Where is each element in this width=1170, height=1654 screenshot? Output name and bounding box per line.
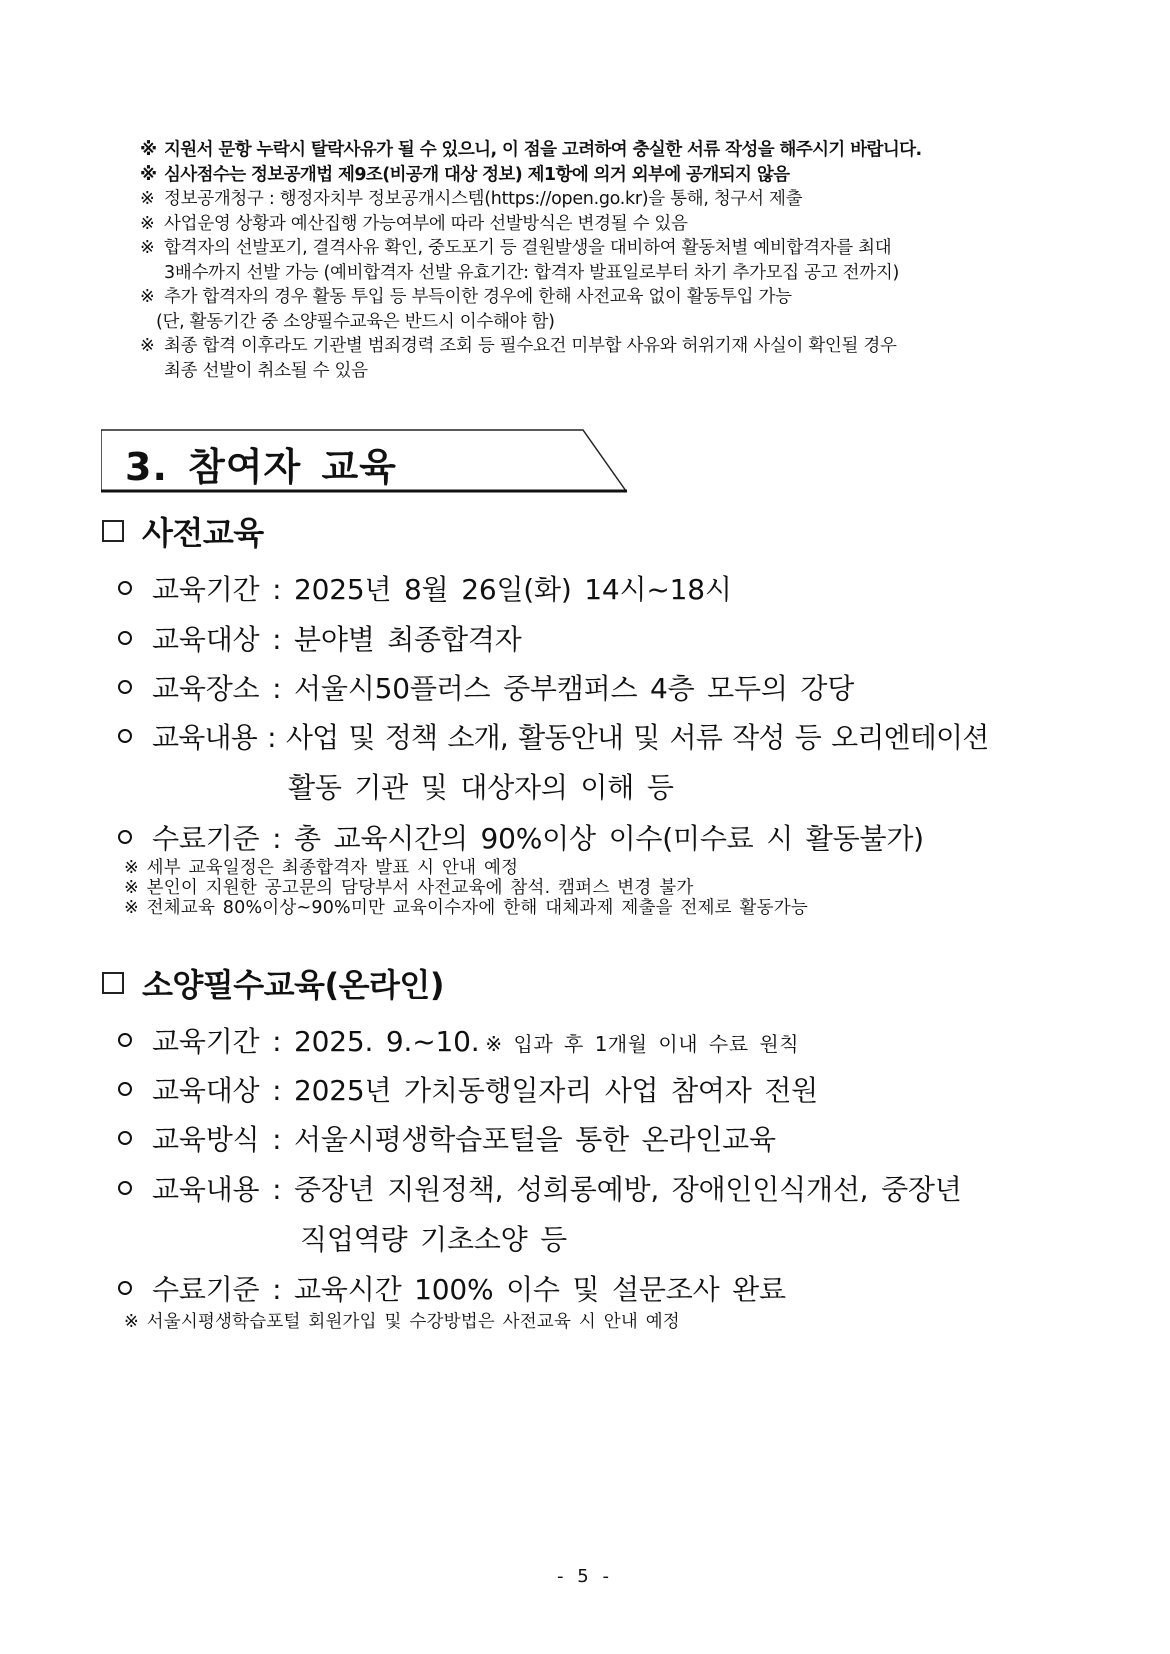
item-separator: : <box>259 1025 295 1058</box>
item-label: 교육내용 <box>152 1173 260 1206</box>
circle-bullet-icon <box>118 1181 132 1195</box>
item-label: 교육기간 <box>152 1025 260 1058</box>
item-separator: : <box>259 1074 295 1107</box>
subsection-heading-text: 소양필수교육(온라인) <box>142 966 444 1004</box>
item-separator: : <box>259 1123 295 1156</box>
note-text: 심사점수는 정보공개법 제9조(비공개 대상 정보) 제1항에 의거 외부에 공개되지 않음 <box>164 164 790 185</box>
pre-education-item-content-continuation: 활동 기관 및 대상자의 이해 등 <box>288 771 674 804</box>
reference-mark-icon: ※ <box>140 238 155 258</box>
subsection-heading-text: 사전교육 <box>142 514 264 552</box>
circle-bullet-icon <box>118 830 132 844</box>
pre-education-item-period <box>118 568 732 608</box>
item-separator: : <box>259 672 295 705</box>
pre-education-note: ※ 세부 교육일정은 최종합격자 발표 시 안내 예정 <box>124 858 519 878</box>
note-continuation: (단, 활동기간 중 소양필수교육은 반드시 이수해야 함) <box>156 311 555 332</box>
item-value: 2025년 가치동행일자리 사업 참여자 전원 <box>294 1074 819 1107</box>
note-text: 정보공개청구 : 행정자치부 정보공개시스템(https://open.go.kr)을 통해, 청구서 제출 <box>164 189 803 209</box>
circle-bullet-icon <box>118 631 132 645</box>
item-label: 수료기준 <box>152 1273 260 1306</box>
required-education-item-completion <box>118 1268 786 1308</box>
subsection-heading-required-education <box>102 960 444 1006</box>
note-text: 합격자의 선발포기, 결격사유 확인, 중도포기 등 결원발생을 대비하여 활동처별 예비합격자를 최대 <box>164 238 892 258</box>
item-value: 교육시간 100% 이수 및 설문조사 완료 <box>294 1273 786 1306</box>
note-line <box>140 212 1080 237</box>
circle-bullet-icon <box>118 1281 132 1295</box>
pre-education-item-content <box>118 716 989 756</box>
item-value: 총 교육시간의 90%이상 이수(미수료 시 활동불가) <box>294 822 924 855</box>
item-value: 사업 및 정책 소개, 활동안내 및 서류 작성 등 오리엔테이션 <box>285 721 989 754</box>
item-value: 중장년 지원정책, 성희롱예방, 장애인인식개선, 중장년 <box>294 1173 962 1206</box>
reference-mark-icon: ※ <box>140 287 155 307</box>
pre-education-item-location <box>118 667 854 707</box>
note-line <box>140 236 1080 261</box>
item-separator: : <box>259 1273 295 1306</box>
item-value: 2025. 9.~10. <box>294 1025 480 1058</box>
application-notes <box>140 138 1080 383</box>
item-label: 교육대상 <box>152 1074 260 1107</box>
item-separator: : <box>259 573 295 606</box>
required-education-item-content <box>118 1168 962 1208</box>
required-education-item-period <box>118 1020 799 1060</box>
item-label: 교육기간 <box>152 573 260 606</box>
reference-mark-icon: ※ <box>140 189 155 209</box>
note-line <box>140 285 1080 310</box>
note-line <box>140 163 1080 188</box>
item-separator: : <box>259 623 295 656</box>
note-continuation: 최종 선발이 취소될 수 있음 <box>164 360 368 381</box>
item-separator: : <box>257 721 286 754</box>
note-line <box>140 138 1080 163</box>
item-label: 교육방식 <box>152 1123 260 1156</box>
section-title-banner <box>101 428 629 494</box>
circle-bullet-icon <box>118 1131 132 1145</box>
note-text: 지원서 문항 누락시 탈락사유가 될 수 있으니, 이 점을 고려하여 충실한 서류 작성을 해주시기 바랍니다. <box>164 140 922 160</box>
note-text: 사업운영 상황과 예산집행 가능여부에 따라 선발방식은 변경될 수 있음 <box>164 213 688 234</box>
note-line <box>140 187 1080 212</box>
pre-education-note: ※ 전체교육 80%이상~90%미만 교육이수자에 한해 대체과제 제출을 전제로 활동가능 <box>124 898 808 918</box>
required-education-note: ※ 서울시평생학습포털 회원가입 및 수강방법은 사전교육 시 안내 예정 <box>124 1312 680 1332</box>
required-education-item-method <box>118 1118 776 1158</box>
reference-mark-icon: ※ <box>140 164 157 185</box>
note-text: 추가 합격자의 경우 활동 투입 등 부득이한 경우에 한해 사전교육 없이 활동투입 가능 <box>164 287 792 307</box>
circle-bullet-icon <box>118 581 132 595</box>
page-number: - 5 - <box>557 1566 613 1587</box>
item-value: 분야별 최종합격자 <box>294 623 522 656</box>
item-label: 교육내용 <box>152 721 257 754</box>
pre-education-note: ※ 본인이 지원한 공고문의 담당부서 사전교육에 참석. 캠퍼스 변경 불가 <box>124 878 694 898</box>
item-value: 서울시50플러스 중부캠퍼스 4층 모두의 강당 <box>294 672 855 705</box>
section-title: 3. 참여자 교육 <box>125 445 397 489</box>
item-separator: : <box>259 1173 295 1206</box>
item-inline-note: ※ 입과 후 1개월 이내 수료 원칙 <box>485 1032 800 1056</box>
checkbox-square-icon <box>102 520 124 542</box>
item-value: 서울시평생학습포털을 통한 온라인교육 <box>294 1123 776 1156</box>
checkbox-square-icon <box>102 972 124 994</box>
item-label: 수료기준 <box>152 822 260 855</box>
circle-bullet-icon <box>118 680 132 694</box>
reference-mark-icon: ※ <box>140 336 155 356</box>
circle-bullet-icon <box>118 729 132 743</box>
circle-bullet-icon <box>118 1033 132 1047</box>
note-text: 최종 합격 이후라도 기관별 범죄경력 조회 등 필수요건 미부합 사유와 허위기재 사실이 확인될 경우 <box>164 336 897 356</box>
item-separator: : <box>259 822 295 855</box>
required-education-item-content-continuation: 직업역량 기초소양 등 <box>300 1223 568 1256</box>
reference-mark-icon: ※ <box>140 140 157 160</box>
item-value: 2025년 8월 26일(화) 14시~18시 <box>294 573 732 606</box>
item-label: 교육장소 <box>152 672 260 705</box>
pre-education-item-completion <box>118 817 924 857</box>
required-education-item-target <box>118 1069 818 1109</box>
circle-bullet-icon <box>118 1082 132 1096</box>
note-line <box>140 334 1080 359</box>
subsection-heading-pre-education <box>102 508 264 554</box>
reference-mark-icon: ※ <box>140 213 155 234</box>
item-label: 교육대상 <box>152 623 260 656</box>
note-continuation: 3배수까지 선발 가능 (예비합격자 선발 유효기간: 합격자 발표일로부터 차기 추가모집 공고 전까지) <box>164 262 899 283</box>
pre-education-item-target <box>118 618 522 658</box>
